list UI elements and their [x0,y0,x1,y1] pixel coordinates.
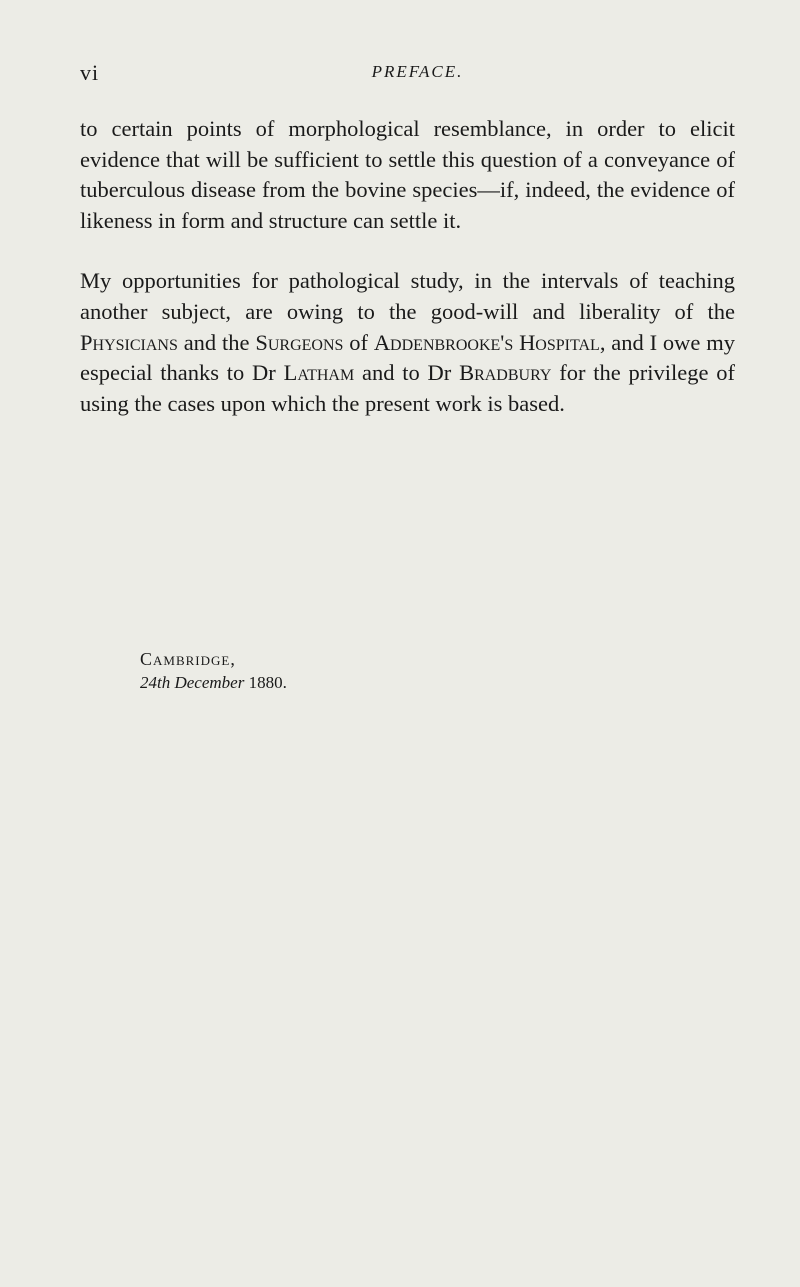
paragraph-continuation: to certain points of morphological resemblance, in order to elicit evidence that will be sufficient to settle this question of a conveyance of tuberculous disease from the bovine species—if, indeed, the evidence of likeness in form and structure can settle it. [80,116,735,233]
page-number: vi [80,60,100,85]
signoff [140,648,287,694]
paragraph-acknowledgements [80,266,735,419]
para2-text-6: for the privilege of using the cases upon which the present work is based. [80,360,735,416]
signoff-date [140,671,287,694]
latham-name: Latham [283,360,355,386]
running-head-title: PREFACE. [371,62,464,81]
body-text [80,114,735,419]
bradbury-name: Bradbury [459,360,552,386]
signoff-date-year: 1880. [248,673,287,692]
para2-text-3: of [343,329,374,355]
para2-text-4: , and I owe my especial thanks to Dr [80,329,735,386]
surgeons-name: Surgeons [255,329,344,355]
para2-text-5: and to Dr [354,360,460,386]
para2-text-1: My opportunities for pathological study, in the intervals of teaching another subject, are owing to the good-will and liberality of the [80,268,735,324]
signoff-place: Cambridge, [140,649,236,669]
physicians-name: Physicians [80,329,178,355]
running-head [80,60,735,90]
hospital-name: Addenbrooke's Hospital [373,329,600,355]
para2-text-2: and the [177,329,256,355]
signoff-date-day: 24th December [140,673,245,692]
